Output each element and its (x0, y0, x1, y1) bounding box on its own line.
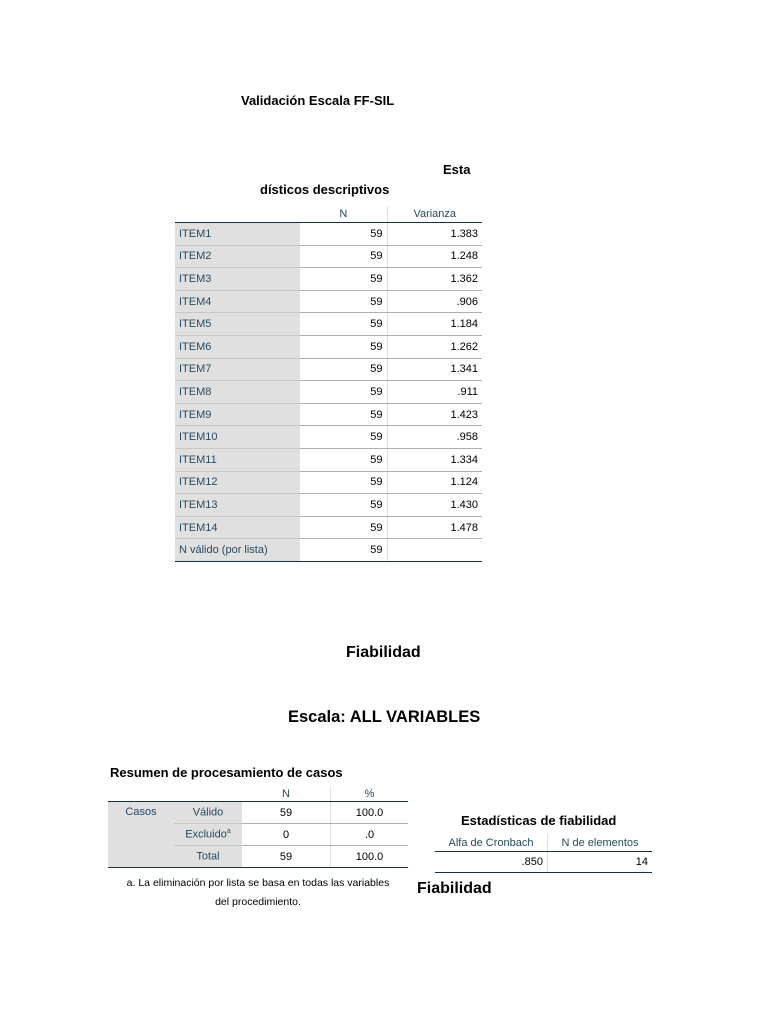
scale-title: Escala: ALL VARIABLES (288, 708, 481, 726)
table-row (175, 426, 482, 449)
table-row (175, 358, 482, 381)
reliability-title: Estadísticas de fiabilidad (461, 813, 617, 828)
descriptives-title-part2: dísticos descriptivos (260, 182, 390, 197)
row-varianza: .911 (387, 381, 482, 404)
row-varianza: 1.248 (387, 245, 482, 268)
row-label: ITEM3 (175, 268, 300, 291)
row-label (174, 802, 242, 824)
casos-bottom-rule (108, 867, 408, 868)
table-row (108, 802, 408, 824)
group-label: Casos (125, 806, 157, 818)
row-varianza: 1.184 (387, 313, 482, 336)
table-row (175, 448, 482, 471)
row-pct: .0 (331, 824, 409, 846)
header-alpha: Alfa de Cronbach (435, 834, 548, 852)
processing-footnote (108, 874, 408, 912)
row-varianza: 1.124 (387, 471, 482, 494)
row-varianza: .906 (387, 290, 482, 313)
row-n: 59 (300, 358, 387, 381)
reliability-table (435, 834, 652, 873)
row-varianza: 1.383 (387, 223, 482, 246)
row-superscript: a (226, 828, 231, 836)
row-label: ITEM5 (175, 313, 300, 336)
header-empty (108, 786, 174, 802)
table-row (175, 539, 482, 562)
row-varianza: 1.262 (387, 335, 482, 358)
table-row (175, 381, 482, 404)
table-row (175, 223, 482, 246)
row-varianza (387, 539, 482, 562)
items-value: 14 (548, 852, 653, 873)
header-empty (174, 786, 242, 802)
row-n: 59 (300, 245, 387, 268)
row-label: ITEM8 (175, 381, 300, 404)
table-header-row (435, 834, 652, 852)
table-header-row (175, 206, 482, 223)
row-n: 59 (300, 223, 387, 246)
row-n: 59 (300, 403, 387, 426)
row-n: 59 (300, 290, 387, 313)
row-varianza: .958 (387, 426, 482, 449)
row-label: ITEM4 (175, 290, 300, 313)
row-n: 59 (300, 539, 387, 562)
row-varianza: 1.423 (387, 403, 482, 426)
document-title: Validación Escala FF-SIL (241, 93, 395, 108)
row-label: ITEM11 (175, 448, 300, 471)
descriptives-title-part1: Esta (443, 162, 471, 177)
header-empty (175, 206, 300, 223)
section-heading-fiabilidad-2: Fiabilidad (417, 880, 492, 897)
row-varianza: 1.478 (387, 516, 482, 539)
row-n: 59 (300, 494, 387, 517)
table-row (175, 268, 482, 291)
row-varianza: 1.334 (387, 448, 482, 471)
row-n: 59 (300, 335, 387, 358)
row-varianza: 1.362 (387, 268, 482, 291)
row-label: ITEM7 (175, 358, 300, 381)
row-label: ITEM13 (175, 494, 300, 517)
row-n: 59 (300, 426, 387, 449)
row-label: ITEM10 (175, 426, 300, 449)
footnote-line: a. La eliminación por lista se basa en todas las variables (126, 877, 390, 889)
footnote-line: del procedimiento. (215, 896, 301, 908)
table-header-row (108, 786, 408, 802)
row-label: ITEM14 (175, 516, 300, 539)
row-label: ITEM6 (175, 335, 300, 358)
processing-table (108, 786, 408, 868)
table-row (175, 403, 482, 426)
row-varianza: 1.430 (387, 494, 482, 517)
row-label: ITEM12 (175, 471, 300, 494)
row-n: 59 (242, 802, 331, 824)
row-label: ITEM1 (175, 223, 300, 246)
alpha-value: .850 (435, 852, 548, 873)
row-n: 59 (300, 381, 387, 404)
header-n: N (242, 786, 331, 802)
row-n: 59 (300, 448, 387, 471)
row-pct: 100.0 (331, 802, 409, 824)
group-label-casos (108, 802, 174, 868)
header-pct: % (331, 786, 409, 802)
processing-title: Resumen de procesamiento de casos (110, 765, 343, 780)
row-n: 59 (300, 516, 387, 539)
row-n: 0 (242, 824, 331, 846)
row-n: 59 (300, 268, 387, 291)
table-row (175, 290, 482, 313)
row-label-text: Total (196, 850, 220, 863)
table-row (175, 516, 482, 539)
row-label (174, 846, 242, 868)
table-row (435, 852, 652, 873)
row-n: 59 (242, 846, 331, 868)
header-n: N (300, 206, 387, 223)
row-varianza: 1.341 (387, 358, 482, 381)
table-row (175, 494, 482, 517)
header-varianza: Varianza (387, 206, 482, 223)
descriptives-table (175, 206, 482, 562)
table-row (175, 313, 482, 336)
row-label: ITEM2 (175, 245, 300, 268)
row-label (174, 824, 242, 846)
table-row (175, 471, 482, 494)
table-row (175, 245, 482, 268)
row-label: N válido (por lista) (175, 539, 300, 562)
row-n: 59 (300, 471, 387, 494)
row-label-text: Excluido (185, 828, 227, 841)
table-row (175, 335, 482, 358)
row-label-text: Válido (192, 806, 224, 819)
section-heading-fiabilidad: Fiabilidad (346, 644, 421, 661)
header-items: N de elementos (548, 834, 653, 852)
row-n: 59 (300, 313, 387, 336)
row-label: ITEM9 (175, 403, 300, 426)
row-pct: 100.0 (331, 846, 409, 868)
